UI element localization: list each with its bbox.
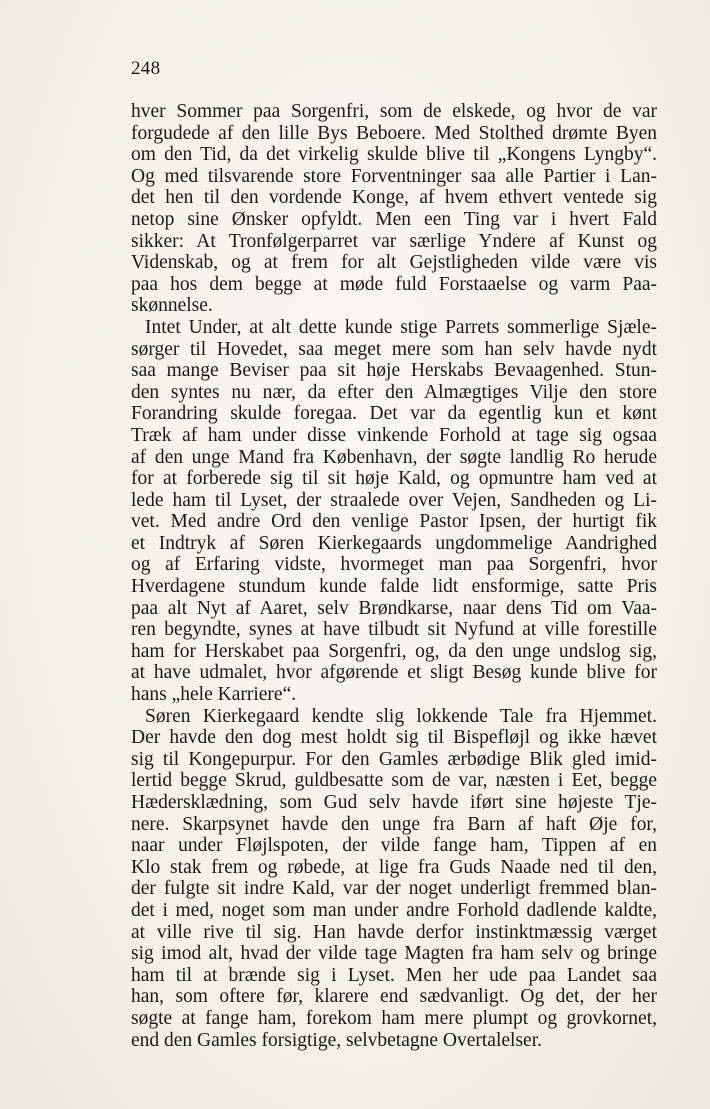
- text-line: ham for Herskabet paa Sorgenfri, og, da den unge undslog sig,: [131, 640, 657, 662]
- text-line: og af Erfaring vidste, hvormeget man paa Sorgenfri, hvor: [131, 554, 657, 576]
- paragraph: [131, 706, 657, 1052]
- text-line: paa hos dem begge at møde fuld Forstaaelse og varm Paa-: [131, 273, 657, 295]
- text-line: et Indtryk af Søren Kierkegaards ungdommelige Aandrighed: [131, 532, 657, 554]
- text-line: hver Sommer paa Sorgenfri, som de elskede, og hvor de var: [131, 101, 657, 122]
- text-line: naar under Fløjlspoten, der vilde fange ham, Tippen af en: [131, 835, 657, 857]
- text-line: det i med, noget som man under andre Forhold dadlende kaldte,: [131, 899, 657, 921]
- text-line: at ville rive til sig. Han havde derfor instinktmæssig værget: [131, 921, 657, 943]
- text-line: paa alt Nyt af Aaret, selv Brøndkarse, naar dens Tid om Vaa-: [131, 597, 657, 619]
- page-number: 248: [131, 58, 161, 79]
- text-line: Videnskab, og at frem for alt Gejstligheden vilde være vis: [131, 252, 657, 274]
- text-line: Der havde den dog mest holdt sig til Bispefløjl og ikke hævet: [131, 727, 657, 749]
- text-line: ren begyndte, synes at have tilbudt sit Nyfund at ville forestille: [131, 619, 657, 641]
- text-line: end den Gamles forsigtige, selvbetagne Overtalelser.: [131, 1029, 542, 1051]
- text-line: om den Tid, da det virkelig skulde blive til „Kongens Lyngby“.: [131, 144, 657, 166]
- body-text: [131, 101, 657, 1051]
- text-line: for at forberede sig til sit høje Kald, og opmuntre ham ved at: [131, 468, 657, 490]
- text-line: det hen til den vordende Konge, af hvem ethvert ventede sig: [131, 187, 657, 209]
- text-line: skønnelse.: [131, 295, 213, 317]
- text-line: han, som oftere før, klarere end sædvanligt. Og det, der her: [131, 986, 657, 1008]
- text-line: lede ham til Lyset, der straalede over Vejen, Sandheden og Li-: [131, 489, 657, 511]
- text-line: sig til Kongepurpur. For den Gamles ærbødige Blik gled imid-: [131, 748, 657, 770]
- text-line: Intet Under, at alt dette kunde stige Parrets sommerlige Sjæle-: [145, 316, 657, 338]
- paragraph: [131, 317, 657, 706]
- text-line: Forandring skulde foregaa. Det var da egentlig kun et kønt: [131, 403, 657, 425]
- text-line: vet. Med andre Ord den venlige Pastor Ipsen, der hurtigt fik: [131, 511, 657, 533]
- text-line: Hædersklædning, som Gud selv havde iført sine højeste Tje-: [131, 792, 657, 813]
- text-line: ham til at brænde sig i Lyset. Men her ude paa Landet saa: [131, 964, 657, 986]
- text-line: lertid begge Skrud, guldbesatte som de var, næsten i Eet, begge: [131, 770, 657, 792]
- text-line: netop sine Ønsker opfyldt. Men een Ting var i hvert Fald: [131, 208, 657, 230]
- text-line: nere. Skarpsynet havde den unge fra Barn af haft Øje for,: [131, 813, 657, 835]
- text-line: Søren Kierkegaard kendte slig lokkende Tale fra Hjemmet.: [145, 705, 657, 727]
- text-line: forgudede af den lille Bys Beboere. Med Stolthed drømte Byen: [131, 122, 657, 144]
- text-line: saa mange Beviser paa sit høje Herskabs Bevaagenhed. Stun-: [131, 360, 657, 382]
- text-line: at have udmalet, hvor afgørende et sligt Besøg kunde blive for: [131, 662, 657, 684]
- text-line: Klo stak frem og røbede, at lige fra Guds Naade ned til den,: [131, 856, 657, 878]
- text-line: den syntes nu nær, da efter den Almægtiges Vilje den store: [131, 381, 657, 403]
- text-line: af den unge Mand fra København, der søgte landlig Ro herude: [131, 446, 657, 468]
- text-line: sig imod alt, hvad der vilde tage Magten fra ham selv og bringe: [131, 943, 657, 965]
- text-line: Hverdagene stundum kunde falde lidt ensformige, satte Pris: [131, 576, 657, 598]
- text-line: Træk af ham under disse vinkende Forhold at tage sig ogsaa: [131, 424, 657, 446]
- text-line: søgte at fange ham, forekom ham mere plumpt og grovkornet,: [131, 1007, 657, 1029]
- text-line: der fulgte sit indre Kald, var der noget underligt fremmed blan-: [131, 878, 657, 900]
- paragraph: [131, 101, 657, 317]
- text-line: sørger til Hovedet, saa meget mere som han selv havde nydt: [131, 338, 657, 360]
- text-line: hans „hele Karriere“.: [131, 684, 297, 706]
- text-line: Og med tilsvarende store Forventninger saa alle Partier i Lan-: [131, 165, 657, 187]
- text-line: sikker: At Tronfølgerparret var særlige Yndere af Kunst og: [131, 230, 657, 252]
